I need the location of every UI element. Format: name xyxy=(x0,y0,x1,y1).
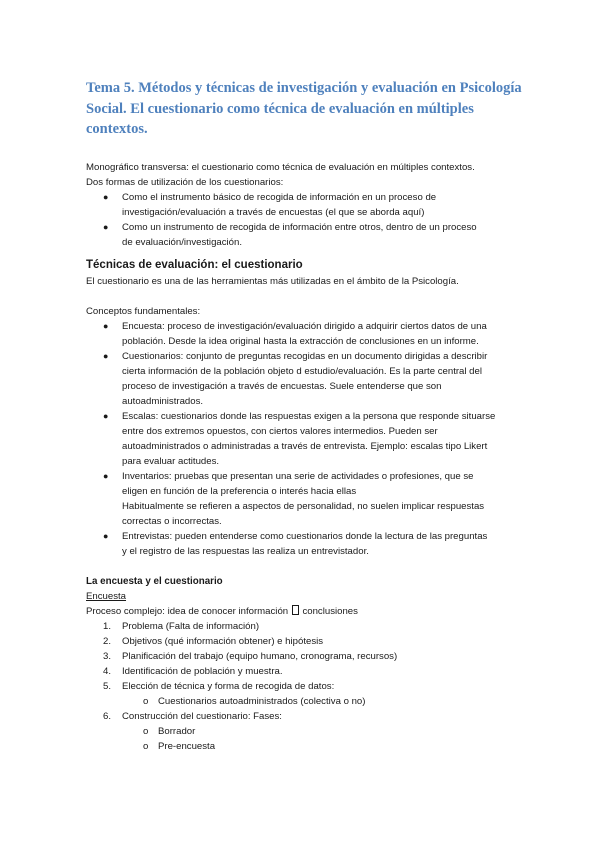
step-text: Construcción del cuestionario: Fases: xyxy=(122,711,282,722)
process-line xyxy=(86,604,526,619)
circle-bullet-icon: o xyxy=(143,741,149,752)
step6-sublist xyxy=(86,724,526,754)
bullet-icon: ● xyxy=(103,222,109,232)
circle-bullet-icon: o xyxy=(143,726,149,737)
subheading-encuesta: Encuesta xyxy=(86,591,127,602)
step-number: 1. xyxy=(103,621,112,632)
steps-list-continued xyxy=(86,709,526,724)
section-heading-techniques: Técnicas de evaluación: el cuestionario xyxy=(86,259,303,271)
bullet-icon: ● xyxy=(103,321,109,331)
step-number: 5. xyxy=(103,681,112,692)
step-text: Problema (Falta de información) xyxy=(122,621,260,632)
intro-line-2: Dos formas de utilización de los cuestionarios: xyxy=(86,177,284,188)
list-item xyxy=(86,190,526,220)
missing-glyph-icon xyxy=(292,605,299,615)
bullet-icon: ● xyxy=(103,192,109,202)
intro-line-1: Monográfico transversa: el cuestionario como técnica de evaluación en múltiples contextos. xyxy=(86,162,475,173)
step-text: Elección de técnica y forma de recogida de datos: xyxy=(122,681,335,692)
step-number: 2. xyxy=(103,636,112,647)
process-suffix: conclusiones xyxy=(302,606,358,617)
list-item xyxy=(86,739,526,754)
document-title: Tema 5. Métodos y técnicas de investigación y evaluación en Psicología Social. El cuestionario como técnica de evaluación en múltiples contextos. xyxy=(86,80,522,137)
list-item-line: proceso de investigación a través de encuestas. Suele entenderse que son xyxy=(122,381,442,392)
bullet-icon: ● xyxy=(103,531,109,541)
list-item xyxy=(86,649,526,664)
concepts-label: Conceptos fundamentales: xyxy=(86,306,201,317)
list-item xyxy=(86,634,526,649)
section-text: El cuestionario es una de las herramientas más utilizadas en el ámbito de la Psicología. xyxy=(86,276,459,287)
list-item xyxy=(86,469,526,529)
step5-sublist xyxy=(86,694,526,709)
list-item-line: Inventarios: pruebas que presentan una serie de actividades o profesiones, que se xyxy=(122,471,474,482)
list-item-line: y el registro de las respuestas las realiza un entrevistador. xyxy=(122,546,369,557)
list-item xyxy=(86,664,526,679)
list-item-line: Cuestionarios: conjunto de preguntas recogidas en un documento dirigidas a describir xyxy=(122,351,488,362)
circle-bullet-icon: o xyxy=(143,696,149,707)
list-item-line: entre dos extremos opuestos, con ciertos valores intermedios. Pueden ser xyxy=(122,426,438,437)
concepts-list xyxy=(86,319,526,559)
list-item xyxy=(86,619,526,634)
bullet-icon: ● xyxy=(103,471,109,481)
list-item-line: eligen en función de la preferencia o interés hacia ellas xyxy=(122,486,357,497)
intro-bullet-list xyxy=(86,190,526,250)
bullet-icon: ● xyxy=(103,351,109,361)
list-item-line: de evaluación/investigación. xyxy=(122,237,243,248)
list-item-line: Escalas: cuestionarios donde las respuestas exigen a la persona que responde situarse xyxy=(122,411,496,422)
list-item-line: para evaluar actitudes. xyxy=(122,456,220,467)
list-item-line: investigación/evaluación a través de encuestas (el que se aborda aquí) xyxy=(122,207,425,218)
step-text: Identificación de población y muestra. xyxy=(122,666,283,677)
list-item xyxy=(86,529,526,559)
list-item-line: Encuesta: proceso de investigación/evaluación dirigido a adquirir ciertos datos de una xyxy=(122,321,487,332)
list-item-line: Habitualmente se refieren a aspectos de personalidad, no suelen implicar respuestas xyxy=(122,501,485,512)
step-text: Objetivos (qué información obtener) e hipótesis xyxy=(122,636,324,647)
sub-item-text: Pre-encuesta xyxy=(158,741,216,752)
list-item-line: autoadministrados. xyxy=(122,396,204,407)
step-text: Planificación del trabajo (equipo humano, cronograma, recursos) xyxy=(122,651,398,662)
process-prefix: Proceso complejo: idea de conocer información xyxy=(86,606,289,617)
bullet-icon: ● xyxy=(103,411,109,421)
list-item xyxy=(86,349,526,409)
list-item-line: población. Desde la idea original hasta la extracción de conclusiones en un informe. xyxy=(122,336,479,347)
list-item-line: autoadministrados o administradas a través de entrevista. Ejemplo: escalas tipo Likert xyxy=(122,441,488,452)
step-number: 4. xyxy=(103,666,112,677)
step-number: 3. xyxy=(103,651,112,662)
document-body xyxy=(86,160,526,754)
list-item xyxy=(86,409,526,469)
list-item-line: cierta información de la población objeto d estudio/evaluación. Es la parte central del xyxy=(122,366,482,377)
list-item xyxy=(86,679,526,694)
list-item xyxy=(86,709,526,724)
section-heading-survey: La encuesta y el cuestionario xyxy=(86,576,223,587)
sub-item-text: Cuestionarios autoadministrados (colectiva o no) xyxy=(158,696,366,707)
list-item-line: Como un instrumento de recogida de información entre otros, dentro de un proceso xyxy=(122,222,477,233)
list-item xyxy=(86,694,526,709)
list-item-line: Como el instrumento básico de recogida de información en un proceso de xyxy=(122,192,437,203)
list-item xyxy=(86,220,526,250)
step-number: 6. xyxy=(103,711,112,722)
list-item xyxy=(86,319,526,349)
sub-item-text: Borrador xyxy=(158,726,196,737)
list-item-line: Entrevistas: pueden entenderse como cuestionarios donde la lectura de las preguntas xyxy=(122,531,488,542)
list-item-line: correctas o incorrectas. xyxy=(122,516,222,527)
steps-list xyxy=(86,619,526,694)
list-item xyxy=(86,724,526,739)
